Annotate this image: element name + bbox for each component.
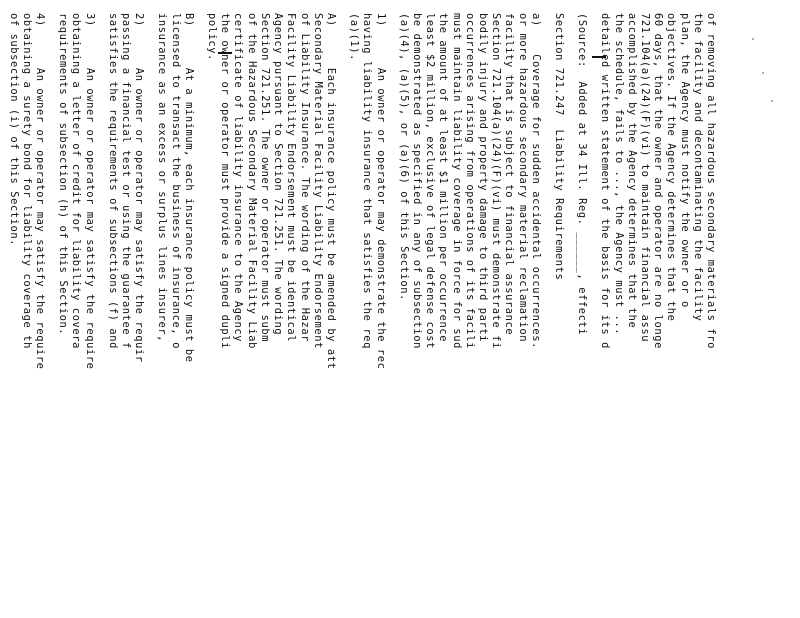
paragraph-p5 (205, 13, 337, 618)
text-line: Section 721.247 Liability Requirements (552, 13, 565, 281)
text-line: (a)(4), (a)(5), or (a)(6) of this Section. (397, 13, 410, 301)
text-line: (a)(1). (348, 13, 361, 61)
text-line: the schedule, fails to ..., the Agency must ... (612, 13, 625, 336)
paragraph-p2 (552, 13, 565, 618)
text-line: Facility Liability Endorsement must be identical (285, 13, 298, 343)
paragraph-p4 (347, 13, 387, 618)
scan-speck (771, 100, 773, 102)
text-line: obtaining a surety bond for liability coverage th (20, 13, 33, 349)
text-line: 1) An owner or operator may demonstrate the rec (374, 13, 387, 370)
paragraph-p6 (155, 13, 195, 618)
text-line: objectives. If the Agency determines that the (665, 13, 678, 322)
text-line: of Liability Insurance. The wording of the Hazar (298, 13, 311, 343)
text-line: Secondary Material Facility Liability Endorsement (311, 13, 324, 349)
paragraph-p3 (397, 13, 542, 618)
paragraph-p7 (106, 13, 146, 618)
text-line: 60 days, that the owner and operator are no longe (652, 13, 665, 349)
paragraph-p8 (56, 13, 96, 618)
text-line: plan, the Agency must notify the owner or o (678, 13, 691, 308)
paragraph-p9 (6, 13, 46, 618)
text-line: certificate of liability insurance to the Agency (232, 13, 245, 343)
text-line: the facility and decontaminating the facility (691, 13, 704, 322)
text-line: B) At a minimum, each insurance policy must be (182, 13, 195, 363)
text-line: Agency pursuant to Section 721.251. The wording (272, 13, 285, 336)
text-line: having liability insurance that satisfies the req (361, 13, 374, 349)
text-line: licensed to transact the business of insurance, o (169, 13, 182, 349)
text-line: Section 721.104(a)(24)(F)(vi) must demonstrate fi (490, 13, 503, 349)
text-line: be demonstrated as specified in any of subsection (410, 13, 423, 349)
text-line: accomplished by the Agency determines that the (625, 13, 638, 329)
text-line: requirements of subsection (h) of this Section. (57, 13, 70, 336)
text-line: or more hazardous secondary material reclamation (516, 13, 529, 343)
text-line: the owner or operator must provide a signed dupli (219, 13, 232, 349)
paragraph-p1 (575, 13, 588, 618)
scan-speck (762, 72, 764, 74)
text-line: facility that is subject to financial assurance (503, 13, 516, 336)
text-line: detailed written statement of the basis for its d (599, 13, 612, 349)
text-line: of removing all hazardous secondary materials fro (705, 13, 717, 349)
text-line: must maintain liability coverage in force for sud (450, 13, 463, 349)
text-line: 3) An owner or operator may satisfy the require (83, 13, 96, 370)
text-line: insurance as an excess or surplus lines insurer, (156, 13, 169, 343)
text-line: 2) An owner or operator may satisfy the requir (133, 13, 146, 363)
text-line: 4) An owner or operator may satisfy the require (34, 13, 47, 370)
text-line: of the Hazardous Secondary Material Facility Liab (245, 13, 258, 349)
text-line: (Source: Added at 34 Ill. Reg. ______, effecti (576, 13, 589, 336)
text-line: A) Each insurance policy must be amended by att (324, 13, 337, 370)
text-line: of subsection (i) of this Section. (7, 13, 20, 247)
rotated-document-text (7, 13, 717, 618)
text-line: satisfies the requirements of subsections (f) and (106, 13, 119, 349)
scan-speck (752, 38, 754, 40)
text-line: policy. (206, 13, 219, 61)
text-line: a) Coverage for sudden accidental occurrences. (529, 13, 542, 349)
text-line: bodily injury and property damage to third parti (476, 13, 489, 343)
text-line: passing a financial test or using the guarantee f (120, 13, 133, 349)
text-line: least $2 million, exclusive of legal defense cost (424, 13, 437, 349)
text-line: Section 721.251. The owner or operator must subm (258, 13, 271, 343)
text-line: occurrences arising from operations of its facili (463, 13, 476, 349)
text-line: obtaining a letter of credit for liability covera (70, 13, 83, 349)
text-line: 721.104(a)(24)(F)(vi) to maintain financial assu (638, 13, 651, 343)
paragraph-p0 (598, 13, 717, 618)
text-line: the amount of at least $1 million per occurrence (437, 13, 450, 343)
